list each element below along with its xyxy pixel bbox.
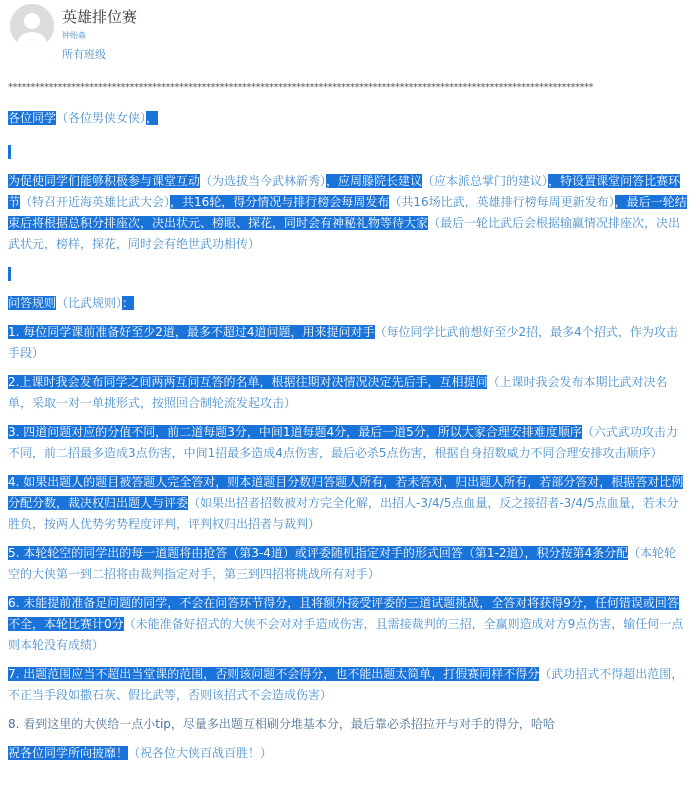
page-title: 英雄排位赛 <box>62 8 138 26</box>
tip-text: 8. 看到这里的大侠给一点小tip，尽量多出题互相刷分堆基本分，最后靠必杀招拉开与对手的得分，哈哈 <box>8 717 555 731</box>
intro-text-2: ，应周滕院长建议 <box>326 174 423 188</box>
highlight-bar <box>8 145 11 159</box>
post-header <box>0 0 698 80</box>
closing-note: （祝各位大侠百战百胜！） <box>128 746 273 760</box>
intro-text-5: ，最后一轮结束后将根据总积分排座次，决出状元、榜眼、探花，同时会有神秘礼物等待大家 <box>8 195 687 230</box>
rule-note: （未能准备好招式的大侠不会对对手造成伤害，且需接裁判的三招，全赢则造成对方9点伤害，输任何一点则本轮没有成绩） <box>8 617 684 652</box>
rule-item <box>8 422 688 464</box>
rule-item <box>8 322 688 364</box>
highlight-bar <box>8 267 11 281</box>
greeting-comma: ， <box>146 111 159 125</box>
rules-title: 问答规则 <box>8 296 57 310</box>
greeting-note: （各位男侠女侠） <box>56 111 147 125</box>
rules-title-note: （比武规则） <box>56 296 123 310</box>
rule-item <box>8 664 688 706</box>
rule-text: 6. 未能提前准备足问题的同学，不会在问答环节得分，且将额外接受评委的三道试题挑战，全答对将获得9分，任何错误或回答不全，本轮比赛计0分 <box>8 596 679 631</box>
rule-text: 3. 四道问题对应的分值不同，前二道每题3分，中间1道每题4分，最后一道5分，所以大家合理安排难度顺序 <box>8 425 582 439</box>
rule-text: 2.上课时我会发布同学之间两两互问互答的名单，根据往期对决情况决定先后手，互相提问 <box>8 375 488 389</box>
rule-text: 7. 出题范围应当不超出当堂课的范围，否则该问题不会得分，也不能出题太简单，打假赛同样不得分 <box>8 667 540 681</box>
rule-item <box>8 372 688 414</box>
closing-paragraph <box>8 743 688 764</box>
rule-note: （武功招式不得超出范围，不正当手段如撒石灰、假比武等，否则该招式不会造成伤害） <box>8 667 684 702</box>
intro-text-3: ，特设置课堂问答比赛环节 <box>8 174 681 209</box>
intro-text-1: 为促使同学们能够积极参与课堂互动 <box>8 174 201 188</box>
rule-note: （上课时我会发布本期比武对决名单，采取一对一单挑形式，按照回合制轮流发起攻击） <box>8 375 668 410</box>
rule-note: （六式武功攻击力不同，前二招最多造成3点伤害，中间1招最多造成4点伤害，最后必杀5点伤害，根据自身招数威力不同合理安排攻击顺序） <box>8 425 678 460</box>
intro-note-4: （共16场比武，英雄排行榜每周更新发布） <box>389 195 615 209</box>
class-scope[interactable]: 所有班级 <box>62 48 106 61</box>
rule-item <box>8 543 688 585</box>
rule-text: 1. 每位同学课前准备好至少2道，最多不超过4道问题，用来提问对手 <box>8 325 375 339</box>
rule-note: （本轮轮空的大侠第一到二招将由裁判指定对手，第三到四招将挑战所有对手） <box>8 546 677 581</box>
rule-text: 4. 如果出题人的题目被答题人完全答对，则本道题目分数归答题人所有，若未答对，归出题人所有，若部分答对，根据答对比例分配分数，裁决权归出题人与评委 <box>8 475 684 510</box>
rule-note: （如果出招者招数被对方完全化解，出招人-3/4/5点血量，反之接招者-3/4/5点血量，若未分胜负，按两人优势劣势程度评判，评判权归出招者与裁判） <box>8 496 679 531</box>
post-body <box>8 108 688 764</box>
separator-line: ********************************************************************************************************************************** <box>8 82 593 93</box>
user-icon <box>10 4 54 48</box>
greeting-text: 各位同学 <box>8 111 57 125</box>
spacer-bar <box>8 263 688 284</box>
intro-note-3: （特召开近海英雄比武大会） <box>20 195 171 209</box>
rule-item <box>8 593 688 656</box>
greeting-paragraph <box>8 108 688 129</box>
rule-item <box>8 472 688 535</box>
rule-text: 5. 本轮轮空的同学出的每一道题将由抢答（第3-4道）或评委随机指定对手的形式回答（第1-2道），积分按第4条分配 <box>8 546 629 560</box>
intro-text-4: ，共16轮，得分情况与排行榜会每周发布 <box>170 195 390 209</box>
intro-paragraph <box>8 171 688 255</box>
rule-note: （每位同学比武前想好至少2招，最多4个招式，作为攻击手段） <box>8 325 678 360</box>
avatar[interactable] <box>10 4 54 48</box>
rules-heading <box>8 293 688 314</box>
intro-note-5: （最后一轮比武后会根据输赢情况排座次，决出武状元，榜样，探花，同时会有绝世武功相传） <box>8 216 681 251</box>
author-name[interactable]: 钟贻森 <box>62 31 86 40</box>
intro-note-2: （应本派总掌门的建议） <box>422 174 549 188</box>
rules-colon: ： <box>122 296 135 310</box>
spacer-bar <box>8 141 688 162</box>
intro-note-1: （为选拔当今武林新秀） <box>200 174 327 188</box>
tip-paragraph <box>8 714 688 735</box>
closing-text: 祝各位同学所向披靡！ <box>8 746 129 760</box>
